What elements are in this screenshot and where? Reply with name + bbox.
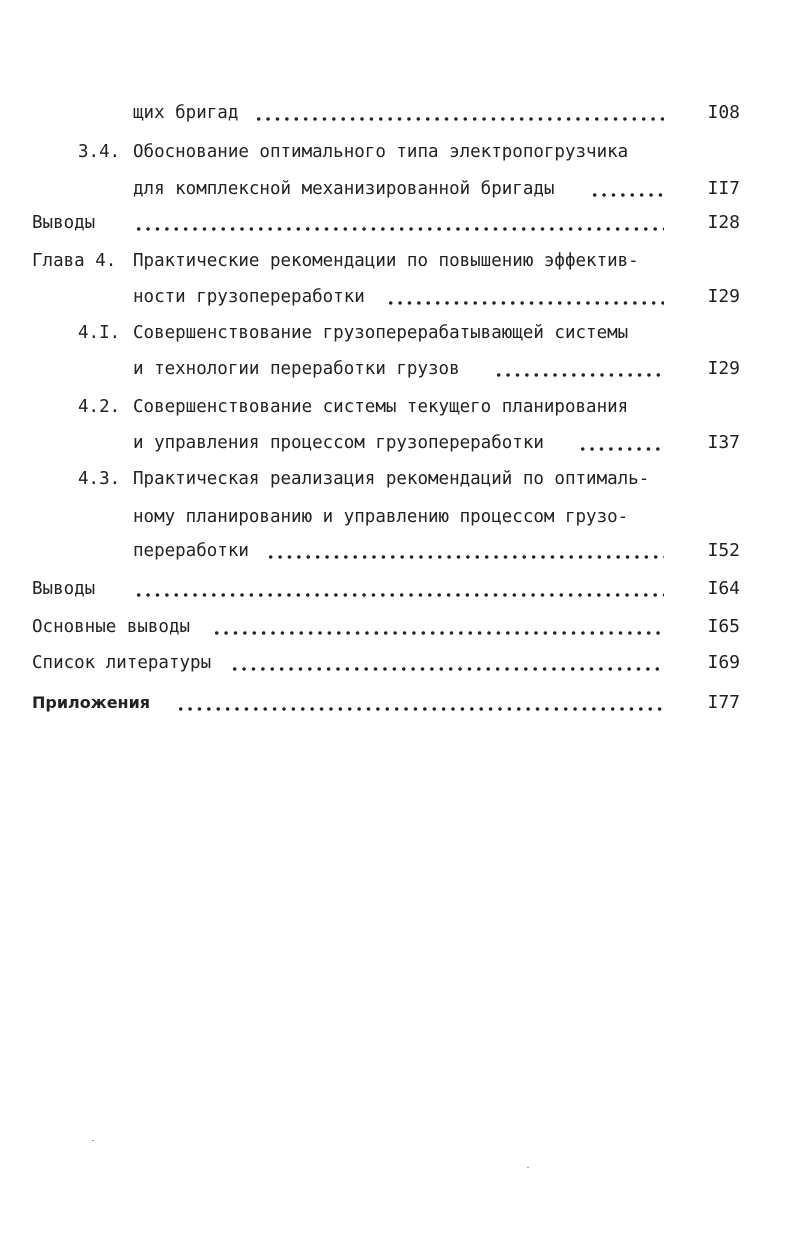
toc-entry	[0, 354, 740, 384]
toc-entry-number: 4.I.	[78, 323, 121, 343]
toc-page-number: I08	[707, 102, 740, 123]
toc-page-number: I64	[707, 578, 740, 599]
toc-page-number: I65	[707, 616, 740, 637]
toc-entry-text: Практическая реализация рекомендаций по оптималь-	[133, 469, 650, 489]
toc-entry	[0, 574, 740, 604]
toc-entry	[0, 137, 740, 167]
toc-entry	[0, 612, 740, 642]
leader-dots	[386, 301, 664, 305]
toc-entry	[0, 648, 740, 678]
toc-entry	[0, 502, 740, 532]
toc-entry-text: для комплексной механизированной бригады	[133, 179, 555, 199]
toc-entry-text: Совершенствование системы текущего планирования	[133, 397, 629, 417]
toc-entry-text: Выводы	[32, 213, 96, 233]
toc-entry-number: Глава 4.	[32, 251, 117, 271]
leader-dots	[254, 117, 664, 121]
scan-speck	[527, 1167, 529, 1168]
toc-entry	[0, 536, 740, 566]
toc-entry	[0, 174, 740, 204]
toc-entry-number: 3.4.	[78, 142, 121, 162]
toc-page-number: I29	[707, 286, 740, 307]
toc-page-number: II7	[707, 178, 740, 199]
toc-entry-text: Список литературы	[32, 653, 212, 673]
leader-dots	[134, 593, 664, 597]
leader-dots	[590, 193, 664, 197]
toc-entry-text: Приложения	[32, 693, 151, 712]
toc-entry	[0, 428, 740, 458]
toc-entry-text: переработки	[133, 541, 249, 561]
toc-page-number: I77	[707, 692, 740, 713]
toc-page-number: I52	[707, 540, 740, 561]
scan-speck	[92, 1140, 94, 1141]
toc-entry-text: Выводы	[32, 579, 96, 599]
toc-entry	[0, 246, 740, 276]
toc-entry-text: ности грузопереработки	[133, 287, 365, 307]
leader-dots	[212, 631, 664, 635]
toc-entry-text: Совершенствование грузоперерабатывающей системы	[133, 323, 629, 343]
leader-dots	[494, 373, 664, 377]
leader-dots	[176, 707, 664, 711]
toc-entry	[0, 464, 740, 494]
leader-dots	[134, 227, 664, 231]
toc-entry	[0, 208, 740, 238]
toc-entry	[0, 98, 740, 128]
toc-entry-number: 4.3.	[78, 469, 121, 489]
leader-dots	[230, 667, 664, 671]
toc-entry-text: Практические рекомендации по повышению эффектив-	[133, 251, 639, 271]
toc-entry-text: и технологии переработки грузов	[133, 359, 460, 379]
toc-page-number: I37	[707, 432, 740, 453]
leader-dots	[266, 555, 664, 559]
toc-entry	[0, 282, 740, 312]
toc-page-number: I69	[707, 652, 740, 673]
toc-entry-text: и управления процессом грузопереработки	[133, 433, 544, 453]
toc-page-number: I28	[707, 212, 740, 233]
toc-entry-text: щих бригад	[133, 103, 239, 123]
toc-entry	[0, 392, 740, 422]
leader-dots	[578, 447, 664, 451]
toc-entry-text: ному планированию и управлению процессом грузо-	[133, 507, 629, 527]
toc-entry	[0, 688, 740, 718]
toc-page-number: I29	[707, 358, 740, 379]
toc-entry-number: 4.2.	[78, 397, 121, 417]
toc-entry-text: Основные выводы	[32, 617, 191, 637]
toc-entry-text: Обоснование оптимального типа электропогрузчика	[133, 142, 629, 162]
toc-entry	[0, 318, 740, 348]
